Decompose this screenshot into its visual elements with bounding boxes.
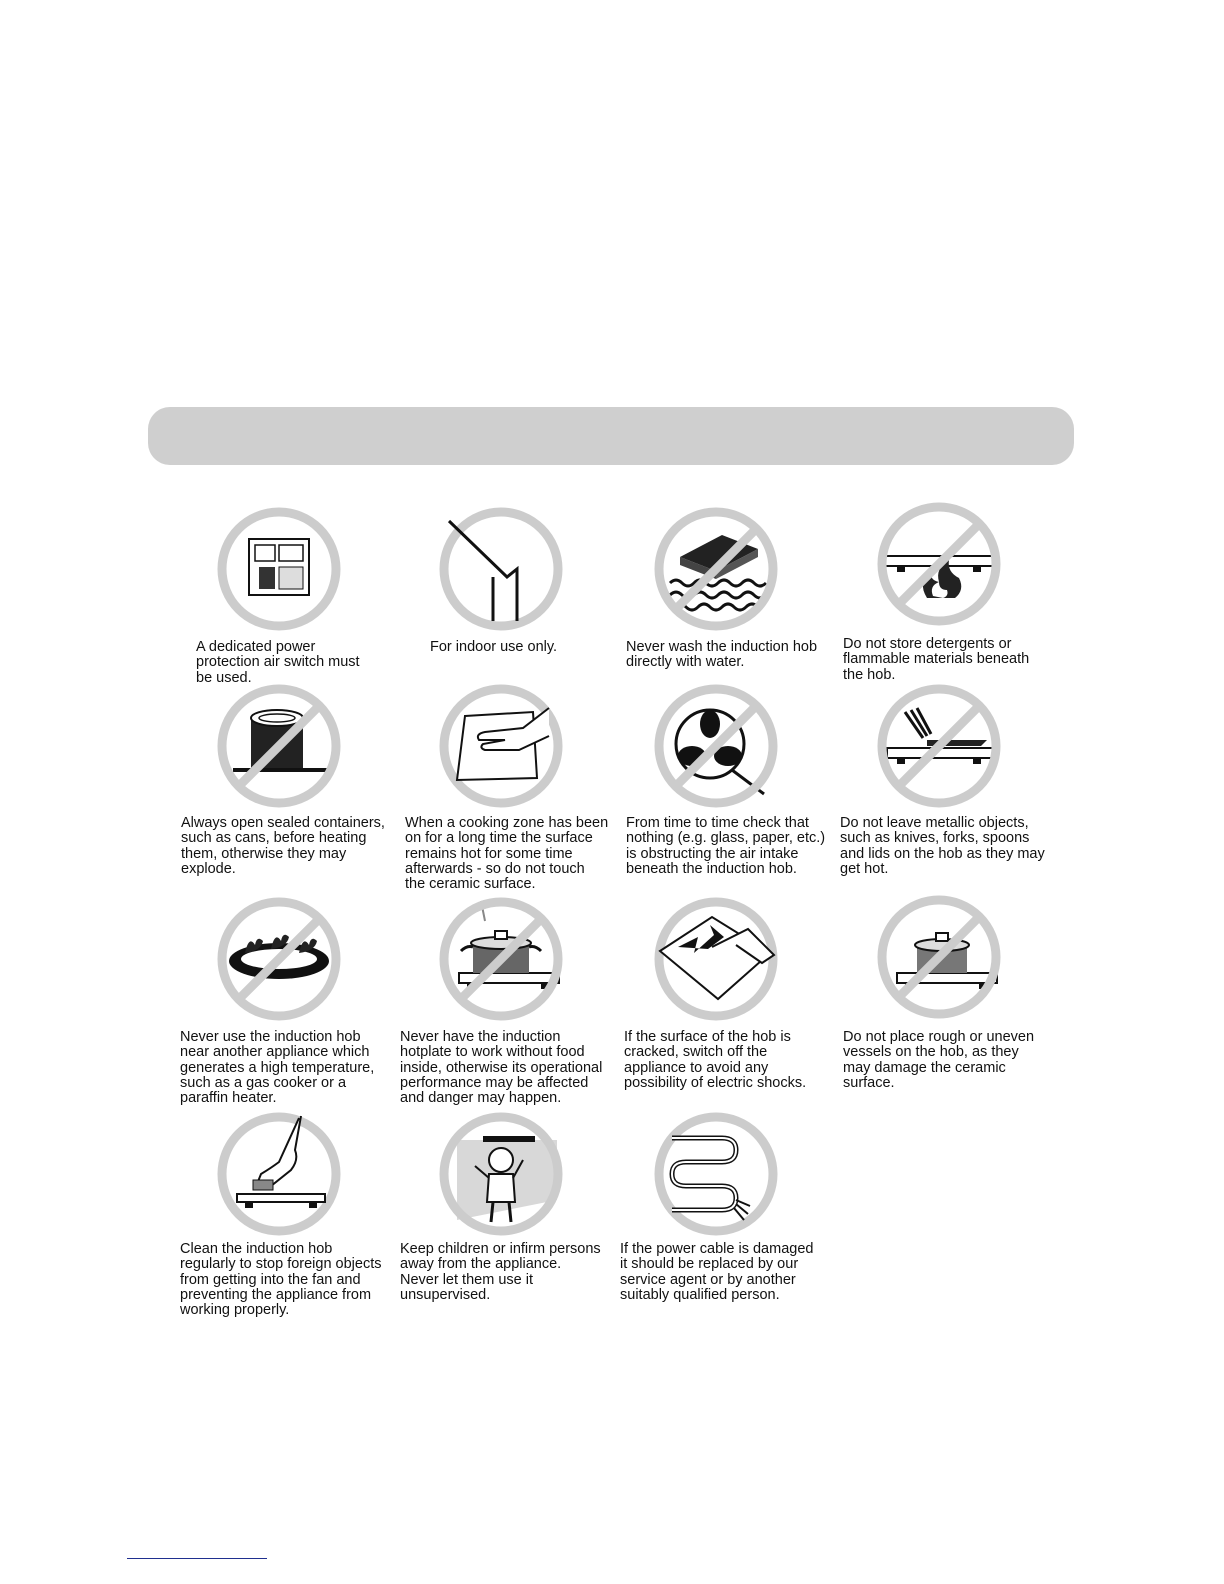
caption: Do not store detergents or flammable materials beneath the hob. [843,636,1030,683]
footer-rule [127,1558,267,1559]
no-flammables-icon [875,500,1003,628]
caption: Always open sealed containers, such as cans, before heating them, otherwise they may explode. [181,815,385,877]
caption: Clean the induction hob regularly to stop foreign objects from getting into the fan and preventing the appliance from working properly. [180,1241,382,1319]
hot-surface-hand-icon [437,682,565,810]
no-metal-utensils-icon [875,682,1003,810]
caption: Keep children or infirm persons away from the appliance. Never let them use it unsupervised. [400,1241,601,1303]
section-banner [148,407,1074,465]
caption: Do not place rough or uneven vessels on the hob, as they may damage the ceramic surface. [843,1029,1035,1091]
no-gas-burner-nearby-icon [215,895,343,1023]
caption: From time to time check that nothing (e.g. glass, paper, etc.) is obstructing the air intake beneath the induction hob. [626,815,826,877]
caption: When a cooking zone has been on for a long time the surface remains hot for some time afterwards - so do not touch the ceramic surface. [405,815,609,893]
cracked-surface-icon [652,895,780,1023]
caption: If the power cable is damaged it should be replaced by our service agent or by another suitably qualified person. [620,1241,814,1303]
caption: Never wash the induction hob directly with water. [626,639,818,671]
clean-hob-icon [215,1110,343,1238]
no-water-wash-icon [652,505,780,633]
air-intake-fan-icon [652,682,780,810]
no-empty-pot-icon [437,895,565,1023]
power-switch-icon [215,505,343,633]
child-safety-icon [437,1110,565,1238]
caption: For indoor use only. [430,639,558,655]
no-sealed-can-icon [215,682,343,810]
caption: If the surface of the hob is cracked, switch off the appliance to avoid any possibility of electric shocks. [624,1029,807,1091]
damaged-cable-icon [652,1110,780,1238]
caption: Never use the induction hob near another appliance which generates a high temperature, such as a gas cooker or a paraffin heater. [180,1029,375,1107]
indoor-house-icon [437,505,565,633]
no-rough-vessel-icon [875,893,1003,1021]
caption: A dedicated power protection air switch must be used. [196,639,360,686]
caption: Never have the induction hotplate to work without food inside, otherwise its operational performance may be affected and danger may happen. [400,1029,603,1107]
caption: Do not leave metallic objects, such as knives, forks, spoons and lids on the hob as they may get hot. [840,815,1045,877]
